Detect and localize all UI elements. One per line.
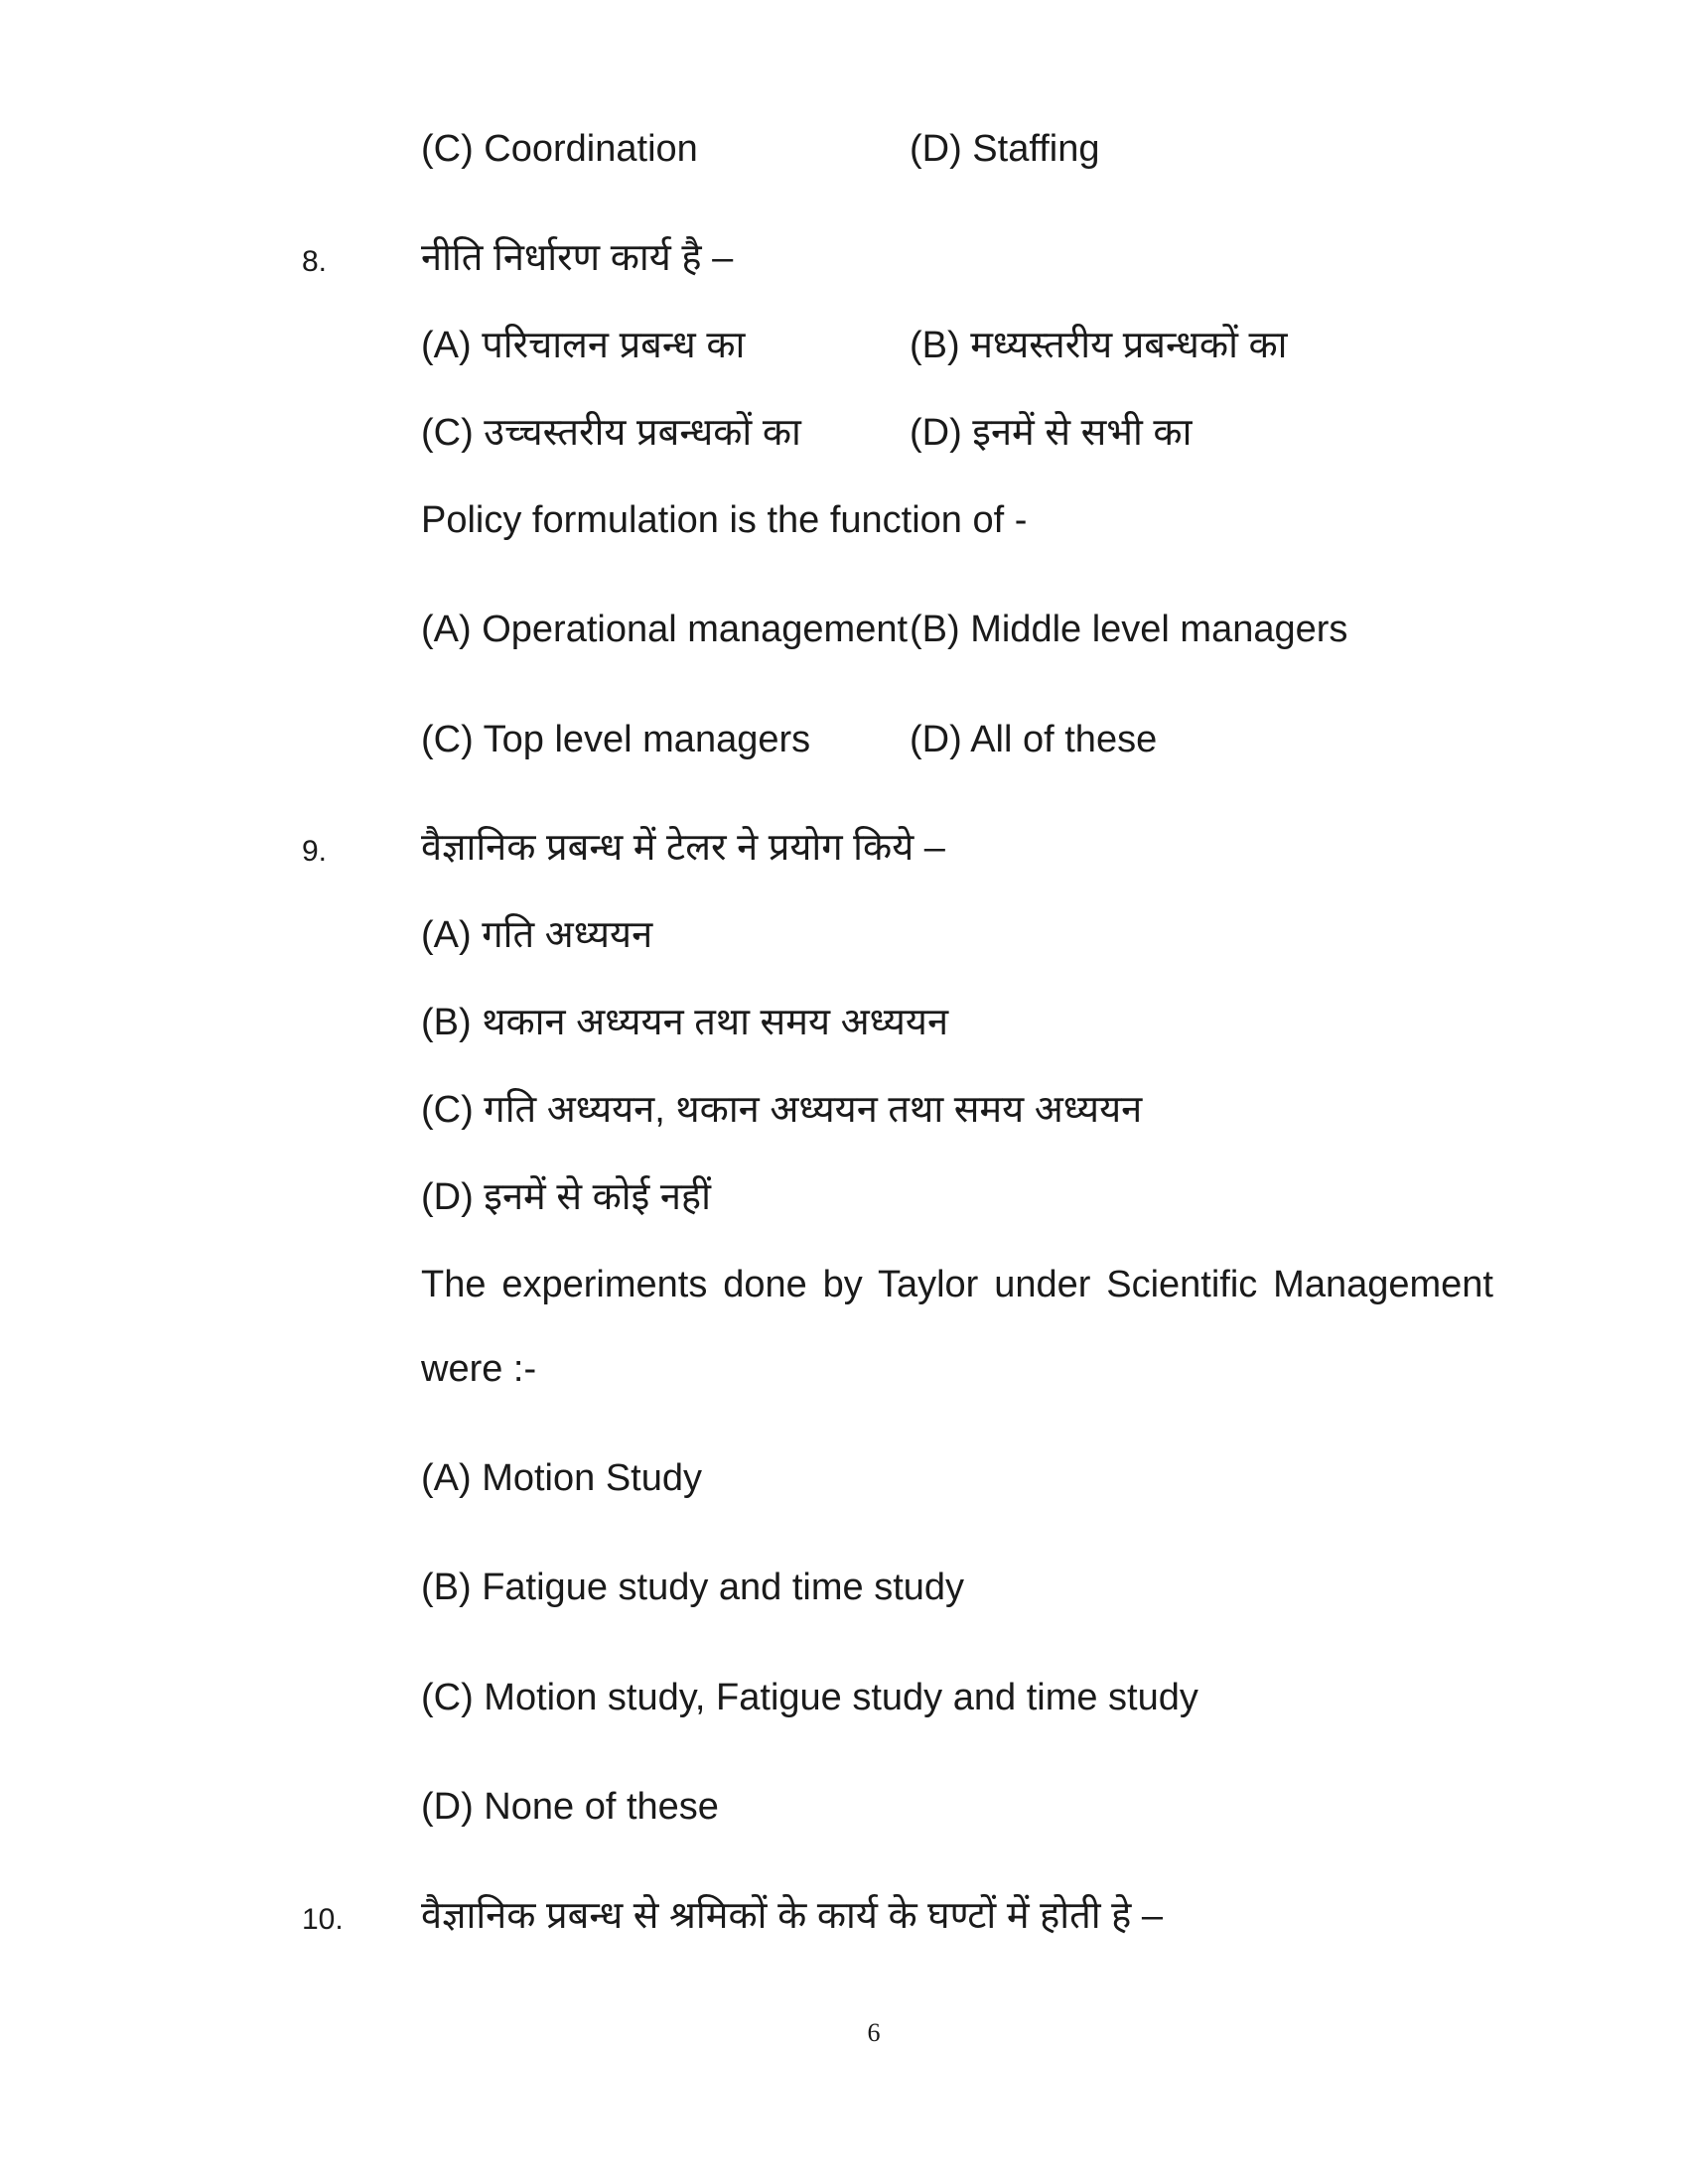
option-c: (C) Motion study, Fatigue study and time study xyxy=(421,1677,1198,1718)
option-d-hindi: (D) इनमें से कोई नहीं xyxy=(421,1176,711,1218)
option-c-hindi: (C) उच्चस्तरीय प्रबन्धकों का xyxy=(421,412,801,454)
question-text-hindi: वैज्ञानिक प्रबन्ध में टेलर ने प्रयोग किये – xyxy=(421,827,945,869)
option-c: (C) Top level managers xyxy=(421,719,811,760)
page-number: 6 xyxy=(867,2018,881,2047)
option-a: (A) Operational management xyxy=(421,609,909,650)
question-text-hindi: वैज्ञानिक प्रबन्ध से श्रमिकों के कार्य के घण्टों में होती हे – xyxy=(421,1895,1164,1937)
question-text-hindi: नीति निर्धारण कार्य है – xyxy=(421,237,734,279)
question-number: 9. xyxy=(302,835,328,868)
question-text-english: The experiments done by Taylor under Scientific Management xyxy=(421,1264,1493,1305)
option-d: (D) Staffing xyxy=(910,128,1100,170)
option-c-hindi: (C) गति अध्ययन, थकान अध्ययन तथा समय अध्ययन xyxy=(421,1089,1143,1131)
question-number: 10. xyxy=(302,1903,344,1936)
option-b: (B) Middle level managers xyxy=(910,609,1348,650)
question-text-english: Policy formulation is the function of - xyxy=(421,499,1028,541)
option-d-hindi: (D) इनमें से सभी का xyxy=(910,412,1193,454)
question-number: 8. xyxy=(302,245,328,278)
question-text-english-continued: were :- xyxy=(421,1348,537,1390)
option-b-hindi: (B) मध्यस्तरीय प्रबन्धकों का xyxy=(910,325,1288,366)
option-d: (D) All of these xyxy=(910,719,1158,760)
option-b-hindi: (B) थकान अध्ययन तथा समय अध्ययन xyxy=(421,1002,949,1043)
option-c: (C) Coordination xyxy=(421,128,698,170)
option-a-hindi: (A) परिचालन प्रबन्ध का xyxy=(421,325,746,366)
option-d: (D) None of these xyxy=(421,1786,719,1828)
option-a: (A) Motion Study xyxy=(421,1457,702,1499)
option-b: (B) Fatigue study and time study xyxy=(421,1567,965,1608)
option-a-hindi: (A) गति अध्ययन xyxy=(421,914,653,956)
